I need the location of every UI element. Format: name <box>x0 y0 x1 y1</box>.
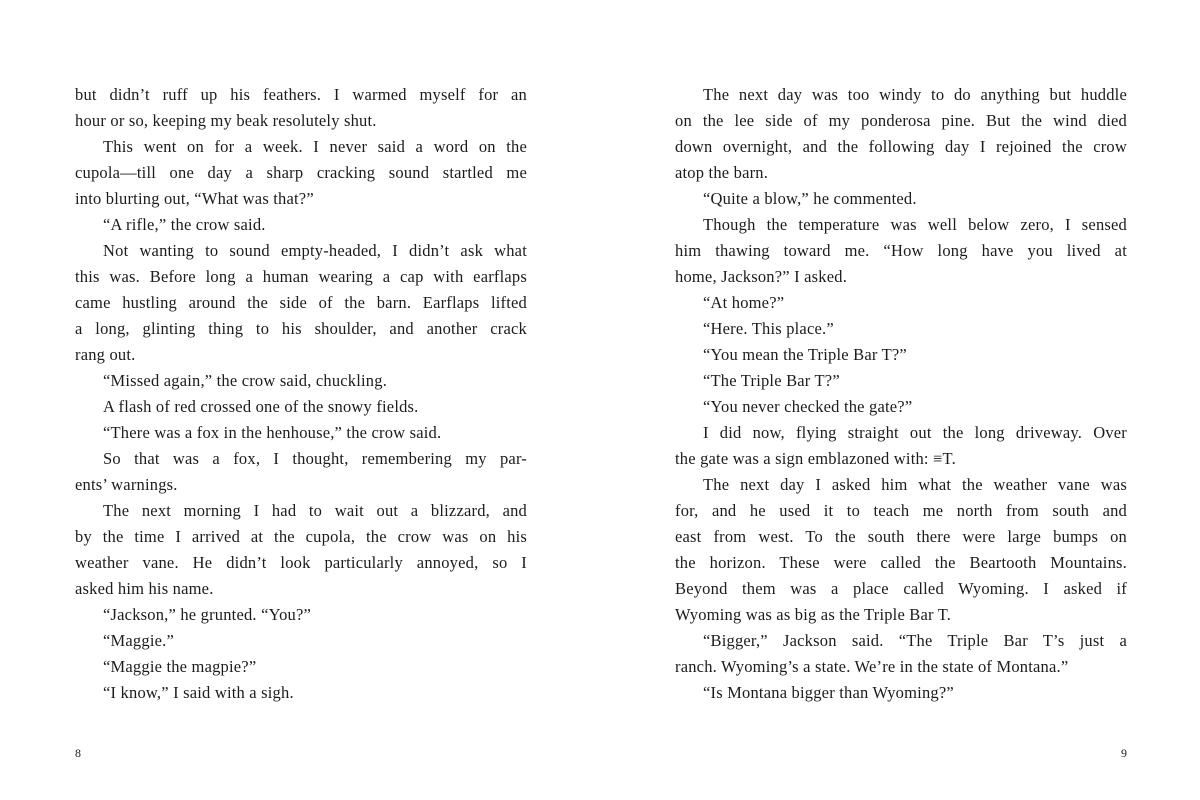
text-line: “A rifle,” the crow said. <box>103 215 266 234</box>
text-line: ranch. Wyoming’s a state. We’re in the state of Montana.” <box>675 657 1069 676</box>
text-line: came hustling around the side of the barn. Earflaps lifted <box>75 293 527 312</box>
text-line: east from west. To the south there were large bumps on <box>675 527 1127 546</box>
text-line: “You never checked the gate?” <box>703 397 913 416</box>
text-line: by the time I arrived at the cupola, the crow was on his <box>75 527 527 546</box>
text-line: “I know,” I said with a sigh. <box>103 683 294 702</box>
text-line: weather vane. He didn’t look particularly annoyed, so I <box>75 553 527 572</box>
text-line: A flash of red crossed one of the snowy fields. <box>103 397 419 416</box>
text-line: Beyond them was a place called Wyoming. I asked if <box>675 579 1127 598</box>
text-line: home, Jackson?” I asked. <box>675 267 848 286</box>
text-line: “At home?” <box>703 293 785 312</box>
text-line: the horizon. These were called the Beartooth Mountains. <box>675 553 1127 572</box>
text-line: “Maggie.” <box>103 631 174 650</box>
text-line: “Missed again,” the crow said, chuckling. <box>103 371 388 390</box>
text-line: this was. Before long a human wearing a cap with earflaps <box>75 267 527 286</box>
text-line: the gate was a sign emblazoned with: ≡T. <box>675 449 956 468</box>
left-page-text <box>75 82 527 706</box>
text-line: I did now, flying straight out the long driveway. Over <box>703 423 1127 442</box>
text-line: The next day was too windy to do anything but huddle <box>703 85 1127 104</box>
right-page-number: 9 <box>1121 746 1127 760</box>
text-line: “Quite a blow,” he commented. <box>703 189 917 208</box>
text-line: “Maggie the magpie?” <box>103 657 257 676</box>
text-line: Though the temperature was well below zero, I sensed <box>703 215 1127 234</box>
text-line: but didn’t ruff up his feathers. I warmed myself for an <box>75 85 527 104</box>
text-line: on the lee side of my ponderosa pine. But the wind died <box>675 111 1127 130</box>
text-line: asked him his name. <box>75 579 214 598</box>
text-line: for, and he used it to teach me north from south and <box>675 501 1127 520</box>
text-line: down overnight, and the following day I rejoined the crow <box>675 137 1127 156</box>
text-line: The next morning I had to wait out a blizzard, and <box>103 501 527 520</box>
text-line: “Bigger,” Jackson said. “The Triple Bar T’s just a <box>703 631 1127 650</box>
text-line: atop the barn. <box>675 163 769 182</box>
text-line: ents’ warnings. <box>75 475 178 494</box>
text-line: hour or so, keeping my beak resolutely shut. <box>75 111 377 130</box>
text-line: a long, glinting thing to his shoulder, and another crack <box>75 319 527 338</box>
text-line: So that was a fox, I thought, remembering my par- <box>103 449 527 468</box>
text-line: Wyoming was as big as the Triple Bar T. <box>675 605 952 624</box>
text-line: into blurting out, “What was that?” <box>75 189 314 208</box>
left-page-number: 8 <box>75 746 81 760</box>
text-line: “The Triple Bar T?” <box>703 371 840 390</box>
text-line: “Jackson,” he grunted. “You?” <box>103 605 312 624</box>
text-line: “Is Montana bigger than Wyoming?” <box>703 683 954 702</box>
text-line: “There was a fox in the henhouse,” the crow said. <box>103 423 442 442</box>
text-line: cupola—till one day a sharp cracking sound startled me <box>75 163 527 182</box>
text-line: him thawing toward me. “How long have you lived at <box>675 241 1127 260</box>
right-page-text <box>675 82 1127 706</box>
text-line: This went on for a week. I never said a word on the <box>103 137 527 156</box>
text-line: “Here. This place.” <box>703 319 834 338</box>
text-line: Not wanting to sound empty-headed, I didn’t ask what <box>103 241 527 260</box>
text-line: “You mean the Triple Bar T?” <box>703 345 907 364</box>
text-line: The next day I asked him what the weather vane was <box>703 475 1127 494</box>
text-line: rang out. <box>75 345 136 364</box>
